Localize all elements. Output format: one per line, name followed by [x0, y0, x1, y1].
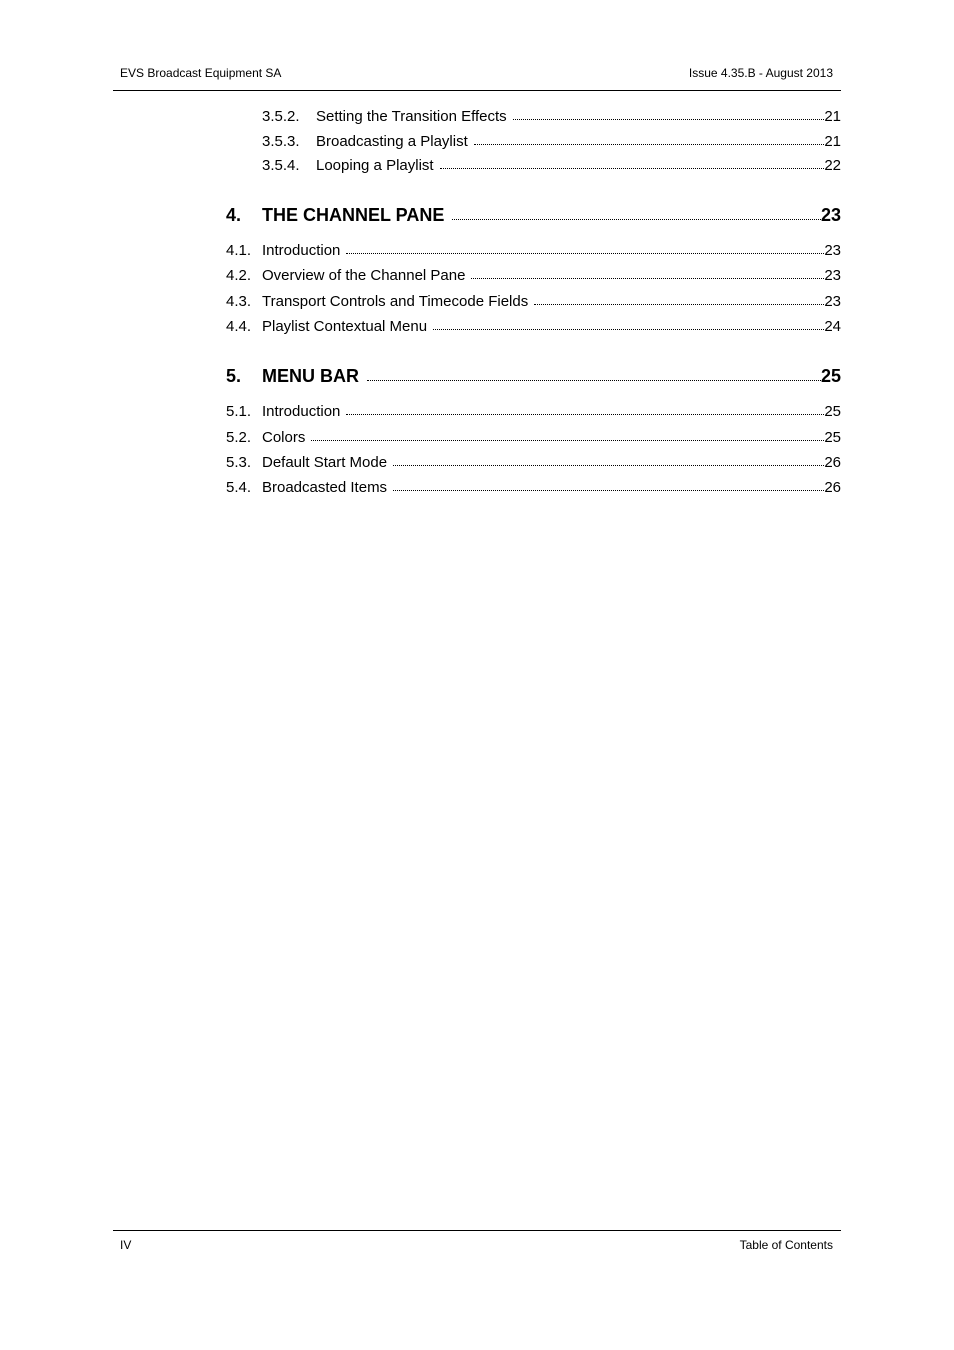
dot-leader: [534, 303, 824, 305]
footer-page-number: IV: [120, 1238, 132, 1252]
dot-leader: [311, 439, 824, 441]
toc-entry-number: 4.1.: [226, 242, 252, 259]
toc-chapter-title: MENU BAR: [262, 366, 359, 386]
toc-entry-title: Setting the Transition Effects: [316, 108, 507, 125]
dot-leader: [346, 413, 824, 415]
toc-entry-page: 21: [824, 133, 841, 150]
toc-entry-title: Transport Controls and Timecode Fields: [262, 293, 529, 310]
toc-entry-5-1[interactable]: [226, 403, 841, 420]
toc-entry-3-5-3[interactable]: [262, 133, 841, 150]
footer-rule: [113, 1230, 841, 1231]
toc-entry-4-4[interactable]: [226, 318, 841, 335]
dot-leader: [393, 464, 824, 466]
table-of-contents: [0, 0, 954, 520]
toc-chapter-4[interactable]: [226, 205, 841, 226]
toc-chapter-number: 4.: [226, 205, 242, 225]
toc-entry-number: 3.5.3.: [262, 133, 300, 150]
toc-chapter-title: THE CHANNEL PANE: [262, 205, 445, 225]
toc-entry-number: 5.2.: [226, 429, 252, 446]
toc-entry-3-5-4[interactable]: [262, 157, 841, 174]
dot-leader: [452, 218, 821, 220]
toc-entry-number: 5.1.: [226, 403, 252, 420]
toc-entry-title: Default Start Mode: [262, 454, 388, 471]
toc-chapter-5[interactable]: [226, 366, 841, 387]
toc-entry-page: 22: [824, 157, 841, 174]
toc-entry-title: Broadcasting a Playlist: [316, 133, 468, 150]
toc-entry-4-1[interactable]: [226, 242, 841, 259]
toc-entry-page: 26: [824, 454, 841, 471]
toc-entry-4-2[interactable]: [226, 267, 841, 284]
toc-entry-number: 4.4.: [226, 318, 252, 335]
toc-entry-title: Playlist Contextual Menu: [262, 318, 428, 335]
toc-entry-title: Looping a Playlist: [316, 157, 434, 174]
footer-section-title: Table of Contents: [739, 1238, 833, 1252]
dot-leader: [471, 277, 824, 279]
toc-entry-title: Overview of the Channel Pane: [262, 267, 466, 284]
toc-chapter-page: 25: [820, 366, 841, 386]
toc-entry-page: 23: [824, 267, 841, 284]
toc-entry-page: 21: [824, 108, 841, 125]
toc-entry-4-3[interactable]: [226, 293, 841, 310]
dot-leader: [393, 489, 824, 491]
toc-entry-title: Colors: [262, 429, 306, 446]
header-company: EVS Broadcast Equipment SA: [120, 66, 282, 80]
toc-entry-5-4[interactable]: [226, 479, 841, 496]
toc-entry-title: Introduction: [262, 242, 341, 259]
toc-entry-number: 5.4.: [226, 479, 252, 496]
dot-leader: [440, 167, 825, 169]
toc-entry-number: 5.3.: [226, 454, 252, 471]
dot-leader: [433, 328, 824, 330]
toc-entry-page: 24: [824, 318, 841, 335]
toc-entry-page: 23: [824, 242, 841, 259]
dot-leader: [513, 118, 825, 120]
header-issue: Issue 4.35.B - August 2013: [688, 66, 833, 80]
toc-entry-page: 25: [824, 429, 841, 446]
toc-chapter-page: 23: [820, 205, 841, 225]
toc-chapter-number: 5.: [226, 366, 242, 386]
toc-entry-number: 3.5.2.: [262, 108, 300, 125]
toc-entry-title: Introduction: [262, 403, 341, 420]
toc-entry-title: Broadcasted Items: [262, 479, 388, 496]
toc-entry-3-5-2[interactable]: [262, 108, 841, 125]
dot-leader: [367, 379, 821, 381]
toc-entry-5-2[interactable]: [226, 429, 841, 446]
toc-entry-page: 25: [824, 403, 841, 420]
dot-leader: [346, 252, 824, 254]
toc-entry-page: 23: [824, 293, 841, 310]
toc-entry-number: 4.3.: [226, 293, 252, 310]
toc-entry-number: 3.5.4.: [262, 157, 300, 174]
toc-entry-5-3[interactable]: [226, 454, 841, 471]
dot-leader: [474, 143, 825, 145]
toc-entry-page: 26: [824, 479, 841, 496]
toc-entry-number: 4.2.: [226, 267, 252, 284]
